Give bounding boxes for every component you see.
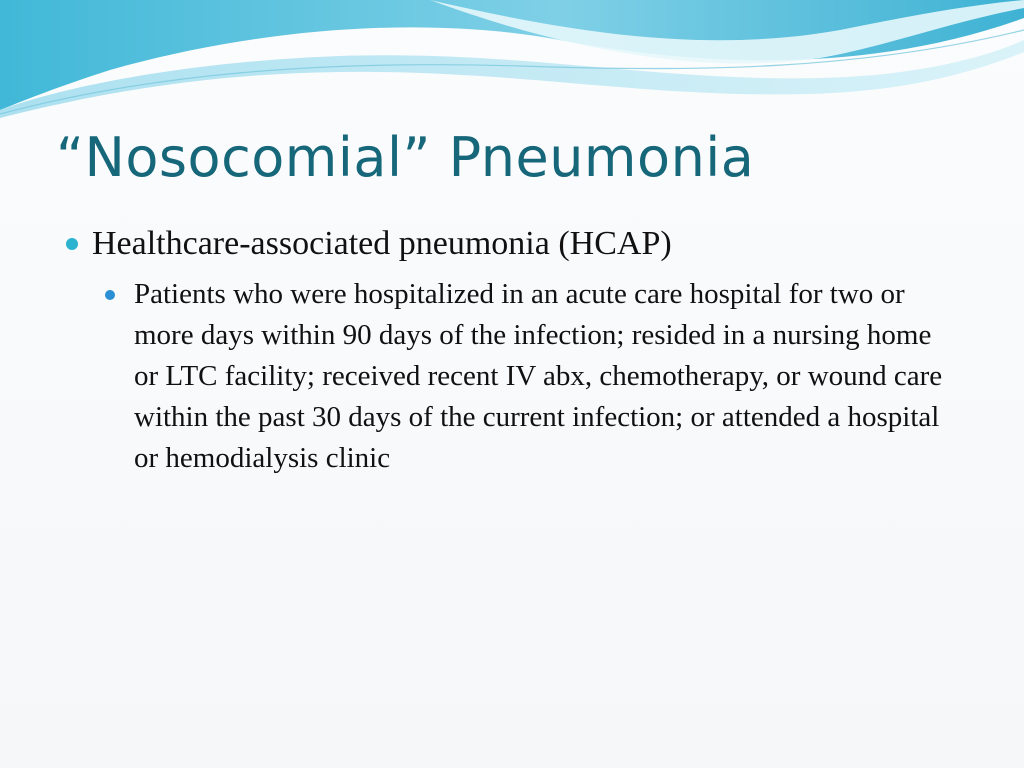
slide-body (62, 222, 962, 479)
header-wave-decoration (0, 0, 1024, 130)
bullet-level2-text: Patients who were hospitalized in an acute care hospital for two or more days within 90 days of the infection; resided in a nursing home or LTC facility; received recent IV abx, chemotherapy, or wound care within the past 30 days of the current infection; or attended a hospital or hemodialysis clinic (134, 278, 943, 474)
slide-title: “Nosocomial” Pneumonia (56, 126, 755, 189)
bullet-dot-icon (66, 238, 78, 250)
bullet-level1 (62, 222, 962, 266)
bullet-level1-text: Healthcare-associated pneumonia (HCAP) (92, 225, 672, 262)
bullet-level2 (102, 274, 954, 479)
wave-band-main (0, 0, 1024, 110)
bullet-dot-icon (105, 290, 115, 300)
